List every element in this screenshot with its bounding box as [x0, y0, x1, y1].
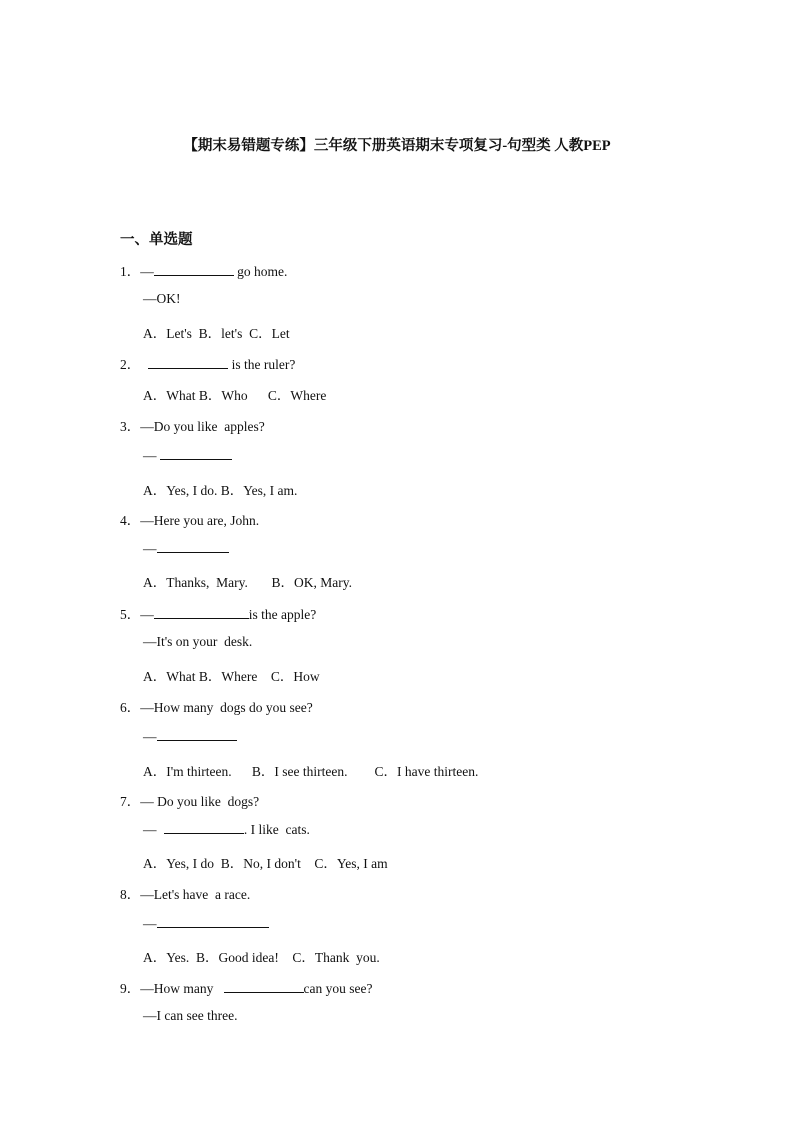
question-3-stem: 3．—Do you like apples? — [120, 419, 265, 434]
question-7-reply: — . I like cats. — [143, 822, 310, 837]
question-6-reply: — — [143, 728, 237, 745]
page-title: 【期末易错题专练】三年级下册英语期末专项复习-句型类 人教PEP — [183, 138, 611, 154]
question-7-stem: 7．— Do you like dogs? — [120, 794, 260, 809]
question-9-stem: 9．—How many can you see? — [120, 981, 373, 996]
answer-blank — [157, 540, 229, 553]
question-4-stem: 4．—Here you are, John. — [120, 513, 260, 528]
answer-blank — [148, 356, 228, 369]
question-8-options: A．Yes. B．Good idea! C．Thank you. — [143, 950, 380, 965]
question-6-stem: 6．—How many dogs do you see? — [120, 700, 313, 715]
answer-blank — [164, 821, 244, 834]
answer-blank — [154, 606, 249, 619]
answer-blank — [157, 915, 269, 928]
question-8-reply: — — [143, 915, 269, 932]
answer-blank — [160, 447, 232, 460]
question-1-stem: 1．— go home. — [120, 264, 288, 279]
question-5-reply: —It's on your desk. — [143, 634, 253, 649]
question-7-options: A．Yes, I do B．No, I don't C．Yes, I am — [143, 856, 388, 871]
section-heading: 一、单选题 — [120, 232, 193, 248]
question-3-reply: — — [143, 447, 232, 464]
question-1-options: A．Let's B．let's C．Let — [143, 326, 290, 341]
question-6-options: A．I'm thirteen. B．I see thirteen. C．I have thirteen. — [143, 764, 479, 779]
question-5-options: A．What B．Where C．How — [143, 669, 320, 684]
question-1-reply: —OK! — [143, 291, 181, 306]
question-4-reply: — — [143, 540, 229, 557]
question-8-stem: 8．—Let's have a race. — [120, 887, 251, 902]
question-9-reply: —I can see three. — [143, 1008, 238, 1023]
answer-blank — [224, 980, 304, 993]
answer-blank — [154, 263, 234, 276]
question-4-options: A．Thanks, Mary. B．OK, Mary. — [143, 575, 352, 590]
question-2-options: A．What B．Who C．Where — [143, 388, 327, 403]
answer-blank — [157, 728, 237, 741]
question-2-stem: 2． is the ruler? — [120, 357, 296, 372]
question-5-stem: 5．— is the apple? — [120, 607, 317, 622]
question-3-options: A．Yes, I do. B．Yes, I am. — [143, 483, 298, 498]
